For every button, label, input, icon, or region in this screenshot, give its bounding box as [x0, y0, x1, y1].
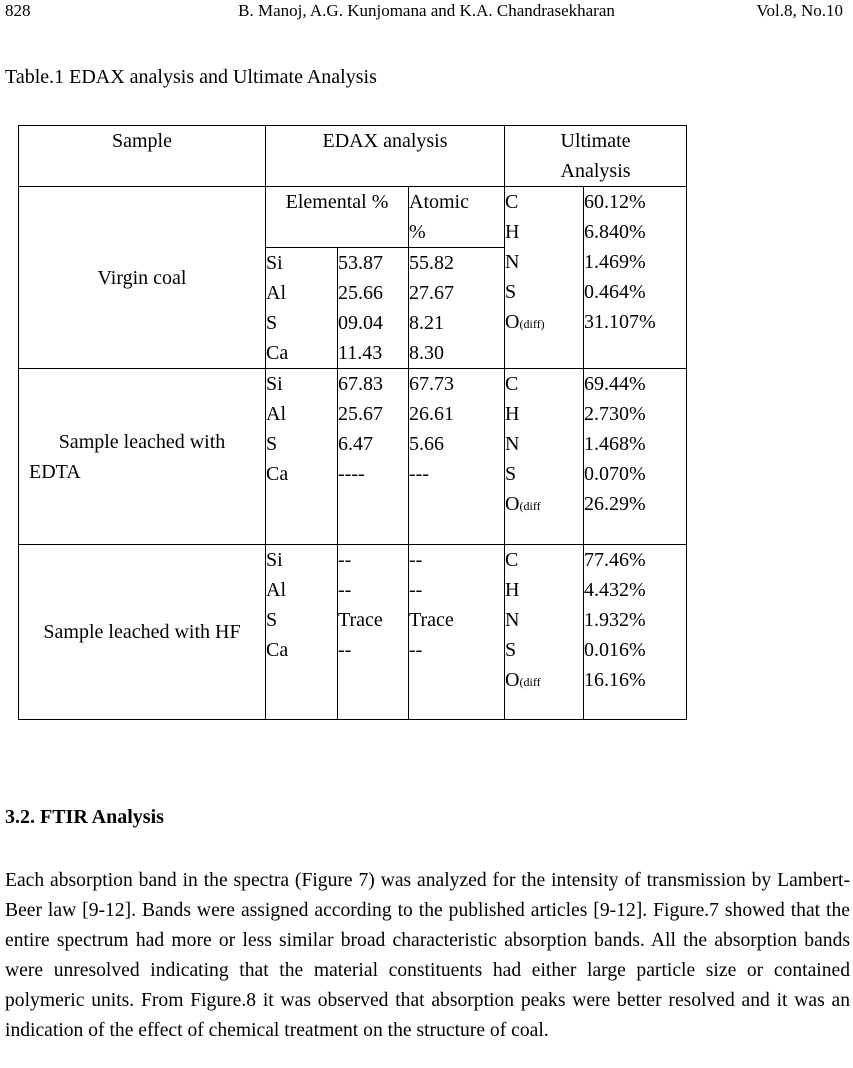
table-caption: Table.1 EDAX analysis and Ultimate Analysis — [5, 66, 377, 88]
page-header — [0, 0, 853, 30]
subheader-atomic: Atomic % — [409, 187, 505, 248]
element-symbols: Si Al S Ca — [266, 248, 338, 369]
volume-info: Vol.8, No.10 — [756, 1, 843, 20]
atomic-values: 67.73 26.61 5.66 --- — [409, 369, 505, 545]
elemental-values: 53.87 25.66 09.04 11.43 — [338, 248, 409, 369]
table-header-row — [19, 126, 687, 187]
ultimate-values: 77.46% 4.432% 1.932% 0.016% 16.16% — [584, 545, 687, 720]
section-heading: 3.2. FTIR Analysis — [5, 806, 164, 828]
table-row — [19, 187, 687, 248]
sample-name: Sample leached with EDTA — [19, 369, 266, 545]
header-sample: Sample — [19, 126, 266, 187]
header-ultimate: Ultimate Analysis — [505, 126, 687, 187]
body-paragraph: Each absorption band in the spectra (Figure 7) was analyzed for the intensity of transmission by Lambert-Beer law [9-12]. Bands were assigned according to the published articles [9-12]. Figure.7 showed that the entire spectrum had more or less similar broad characteristic absorption bands. All the absorption bands were unresolved indicating that the material constituents had either large particle size or contained polymeric units. From Figure.8 it was observed that absorption peaks were better resolved and it was an indication of the effect of chemical treatment on the structure of coal. — [5, 870, 850, 1041]
ultimate-elements: C H N S O(diff) — [505, 187, 584, 369]
atomic-values: -- -- Trace -- — [409, 545, 505, 720]
elemental-values: -- -- Trace -- — [338, 545, 409, 720]
table-row — [19, 545, 687, 720]
elemental-values: 67.83 25.67 6.47 ---- — [338, 369, 409, 545]
edax-table — [18, 125, 687, 720]
atomic-values: 55.82 27.67 8.21 8.30 — [409, 248, 505, 369]
element-symbols: Si Al S Ca — [266, 545, 338, 720]
subheader-elemental: Elemental % — [266, 187, 409, 248]
sample-name: Virgin coal — [19, 187, 266, 369]
ultimate-values: 69.44% 2.730% 1.468% 0.070% 26.29% — [584, 369, 687, 545]
running-authors: B. Manoj, A.G. Kunjomana and K.A. Chandrasekharan — [238, 1, 615, 20]
sample-name: Sample leached with HF — [19, 545, 266, 720]
ultimate-elements: C H N S O(diff — [505, 545, 584, 720]
element-symbols: Si Al S Ca — [266, 369, 338, 545]
table-row — [19, 369, 687, 545]
header-edax: EDAX analysis — [266, 126, 505, 187]
ultimate-elements: C H N S O(diff — [505, 369, 584, 545]
page-number: 828 — [5, 1, 31, 20]
ultimate-values: 60.12% 6.840% 1.469% 0.464% 31.107% — [584, 187, 687, 369]
